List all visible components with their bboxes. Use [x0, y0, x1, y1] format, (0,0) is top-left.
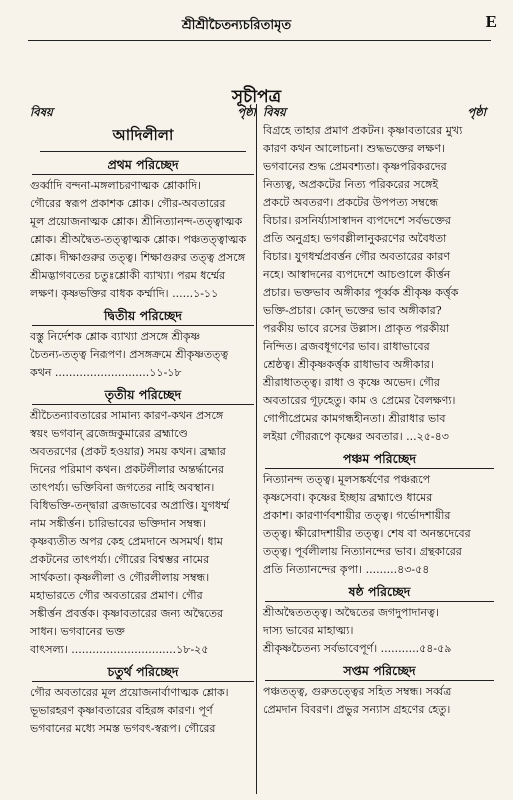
- toc-entry-line: প্রতি অনুগ্রহ। ভগবল্লীলানুকরণের অবৈধতা: [263, 232, 447, 245]
- toc-entry-line: শ্লোক। শ্রীঅদ্বৈত-তত্ত্বাত্মক শ্লোক। পঞ্চতত্ত্বাত্মক: [30, 233, 247, 246]
- toc-entry-line: নিত্যত্ব, অপ্রকটের নিত্য পরিকরের সঙ্গেই: [263, 178, 439, 191]
- toc-entry-line: বিচার। যুগধর্ম্মপ্রবর্ত্তন গৌর অবতারের কারণ: [263, 250, 451, 263]
- toc-entry-line: বস্তু নির্দেশক শ্লোক ব্যাখ্যা প্রসঙ্গে শ্রীকৃষ্ণ: [30, 330, 201, 343]
- toc-entry-line: কথন ...........................১১-১৮: [30, 366, 182, 379]
- toc-title: সূচীপত্র: [231, 87, 282, 107]
- left-chapters: [30, 156, 256, 738]
- toc-entry-line: শ্রীচৈতন্যাবতারের সামান্য কারণ-কথন প্রসঙ্গে: [30, 409, 224, 422]
- toc-entry-line: প্রতি নিত্যানন্দের কৃপা। .........৪৩-৫৪: [263, 563, 430, 576]
- right-chapters: [263, 450, 496, 719]
- toc-entry-line: শ্রেষ্ঠত্ব। শ্রীকৃষ্ণকর্ত্তৃক রাধাভাব অঙ্গীকার।: [263, 358, 434, 371]
- chapter-title: দ্বিতীয় পরিচ্ছেদ: [103, 308, 183, 323]
- page-header: [0, 0, 513, 62]
- part-title: আদিলীলা: [112, 126, 174, 144]
- chapter-title: সপ্তম পরিচ্ছেদ: [343, 663, 416, 678]
- chapter-rule: [32, 404, 254, 405]
- chapter-section: [30, 663, 256, 738]
- toc-entry-line: বিধিভক্তি-তন্দ্বারা ব্রজভাবের অপ্রাপ্তি। যুগধর্ম্ম: [30, 499, 230, 512]
- toc-entry-line: শ্রীমদ্ভাগবতের চতুঃশ্লোকী ব্যাখ্যা। পরম ধর্ম্মের: [30, 269, 226, 282]
- toc-entry-line: তত্ত্ব। ক্ষীরোদশায়ীর তত্ত্ব। শেষ বা অনন্তদেবের: [263, 527, 471, 540]
- toc-entry-line: বিগ্রহে তাহার প্রমাণ প্রকটন। কৃষ্ণাবতারের মুখ্য: [263, 124, 463, 137]
- chapter-title: চতুর্থ পরিচ্ছেদ: [107, 664, 179, 679]
- toc-entry-line: সার্থকতা। কৃষ্ণলীলা ও গৌরলীলায় সম্বন্ধ।: [30, 571, 210, 584]
- toc-entry-line: সাধন। ভগবানের ভক্ত: [30, 625, 125, 638]
- toc-entry-line: প্রেমদান বিবরণ। প্রভুর সন্যাস গ্রহণের হেতু।: [263, 703, 451, 716]
- toc-entry-line: প্রচার। ভক্তভাব অঙ্গীকার পূর্ব্বক শ্রীকৃষ্ণ কর্ত্তৃক: [263, 286, 459, 299]
- toc-entry-line: ভগবানের শুদ্ধ প্রেমবশ্যতা। কৃষ্ণপরিকরদের: [263, 160, 447, 173]
- toc-entry-line: শ্রীকৃষ্ণচৈতন্য সর্বভাবেপূর্ণ। ...........৫৪-৫৯: [263, 642, 452, 655]
- toc-entry-line: অবতারের গূঢ়হেতু। কাম ও প্রেমের বৈলক্ষণ্য।: [263, 394, 456, 407]
- toc-entry-line: শ্লোক। দীক্ষাগুরুর তত্ত্ব। শিক্ষাগুরুর তত্ত্ব প্রসঙ্গে: [30, 251, 246, 264]
- toc-entry-line: ভক্তি-প্রচার। কোন্ ভক্তের ভাব অঙ্গীকার?: [263, 304, 442, 317]
- page-number: E: [485, 12, 497, 31]
- chapter-title: পঞ্চম পরিচ্ছেদ: [342, 451, 417, 466]
- toc-entry-line: নিন্দিত। ব্রজবধূগণের ভাব। রাধাভাবের: [263, 340, 430, 353]
- chapter-title: ষষ্ঠ পরিচ্ছেদ: [348, 584, 411, 599]
- toc-entry-line: লক্ষণ। কৃষ্ণভক্তির বাধক কর্ম্মাদি। ......১-১১: [30, 287, 219, 300]
- toc-entry-line: প্রকটনের তাৎপর্য্য। গৌরের বিশ্বম্ভর নামের: [30, 553, 210, 566]
- toc-entry-line: মূল প্রয়োজনাত্মক শ্লোক। শ্রীনিত্যানন্দ-তত্ত্বাত্মক: [30, 215, 243, 228]
- toc-left-column: [30, 104, 256, 794]
- toc-entry-line: প্রকাশ। কারণার্ণবশায়ীর তত্ত্ব। গর্ভোদশায়ীর: [263, 509, 451, 522]
- column-header-page: পৃষ্ঠা: [467, 104, 486, 119]
- continued-entry: [263, 122, 496, 446]
- chapter-title: প্রথম পরিচ্ছেদ: [107, 157, 179, 172]
- column-header-subject: বিষয়: [263, 104, 286, 119]
- running-title: শ্রীশ্রীচৈতন্যচরিতামৃত: [181, 18, 292, 33]
- column-header-page: পৃষ্ঠা: [237, 104, 256, 119]
- chapter-section: [30, 386, 256, 659]
- toc-entry-line: পরকীয় ভাবে রসের উল্লাস। প্রাকৃত পরকীয়া: [263, 322, 450, 335]
- toc-entry-line: গৌরের স্বরূপ প্রকাশক শ্লোক। গৌর-অবতারের: [30, 197, 226, 210]
- header-rule: [28, 40, 491, 41]
- toc-entry-line: তত্ত্ব। পূর্বলীলায় নিত্যানন্দের ভাব। গ্রন্থকারের: [263, 545, 462, 558]
- toc-entry-line: স্বয়ং ভগবান্ ব্রজেন্দ্রকুমারের ব্রহ্মাণ্ডে: [30, 427, 188, 440]
- toc-entry-line: বাৎসল্য। ..............................১৮-২৫: [30, 643, 209, 656]
- column-header: [30, 104, 256, 122]
- toc-entry-line: কৃষ্ণব্যতীত অপর কেহ প্রেমদানে অসমর্থ। ধাম: [30, 535, 223, 548]
- chapter-section: [30, 307, 256, 382]
- toc-entry-line: বিচার। রসনির্য্যাসাস্বাদন ব্যপদেশে সর্বভক্তের: [263, 214, 451, 227]
- toc-entry-line: গৌর অবতারের মূল প্রয়োজনার্বাণাত্মক শ্লোক।: [30, 686, 229, 699]
- toc-entry-line: নহে। আস্বাদনের ব্যপদেশে আচণ্ডালে কীর্ত্তন: [263, 268, 451, 281]
- toc-right-column: [256, 104, 496, 794]
- toc-entry-line: চৈতন্য-তত্ত্ব নিরূপণ। প্রসঙ্গক্রমে শ্রীকৃষ্ণতত্ত্ব: [30, 348, 229, 361]
- toc-entry-line: ভগবানের মধ্যে সমস্ত ভগবৎ-স্বরূপ। গৌরের: [30, 722, 216, 735]
- chapter-rule: [265, 601, 494, 602]
- chapter-title: তৃতীয় পরিচ্ছেদ: [104, 387, 182, 402]
- toc-entry-line: মহাভারতে গৌর অবতারের প্রমাণ। গৌর: [30, 589, 203, 602]
- toc-entry-line: দাস্য ভাবের মাহাত্ম্য।: [263, 624, 354, 637]
- toc-entry-line: অবতরণের (প্রকট হওয়ার) সময় কথন। ব্রহ্মার: [30, 445, 226, 458]
- chapter-rule: [265, 680, 494, 681]
- chapter-rule: [32, 681, 254, 682]
- column-header: [263, 104, 496, 122]
- chapter-section: [263, 450, 496, 579]
- toc-entry-line: শ্রীঅদ্বৈততত্ত্ব। অদ্বৈতের জগদুপাদানত্ব।: [263, 606, 439, 619]
- toc-entry-line: শ্রীরাধাতত্ত্ব। রাধা ও কৃষ্ণে অভেদ। গৌর: [263, 376, 440, 389]
- toc-entry-line: গুর্ব্বাদি বন্দনা-মঙ্গলাচরণাত্মক শ্লোকাদি।: [30, 179, 202, 192]
- chapter-section: [30, 156, 256, 303]
- toc-entry-line: প্রকটে অবতরণ। প্রকটের উপপত্য সম্বন্ধে: [263, 196, 439, 209]
- toc-entry-line: ভূভারহরণ কৃষ্ণাবতারের বহিরঙ্গ কারণ। পূর্ণ: [30, 704, 213, 717]
- chapter-rule: [32, 174, 254, 175]
- chapter-section: [263, 662, 496, 719]
- toc-entry-line: নাম সঙ্কীর্ত্তন। চারিভাবের ভক্তিদান সম্বন্ধ।: [30, 517, 206, 530]
- toc-entry-line: নিত্যানন্দ তত্ত্ব। মূলসঙ্কর্ষণের পঞ্চরূপে: [263, 473, 431, 486]
- toc-entry-line: কারণ কথন আলোচনা। শুদ্ধভক্তের লক্ষণ।: [263, 142, 445, 155]
- toc-entry-line: গোপীপ্রেমের কামগন্ধহীনতা। শ্রীরাধার ভাব: [263, 412, 446, 425]
- toc-entry-line: লইয়া গৌররূপে কৃষ্ণের অবতার। ...২৫-৪৩: [263, 430, 449, 443]
- toc-entry-line: দিনের পরিমাণ কথন। প্রকটলীলার অন্তর্দ্ধানের: [30, 463, 224, 476]
- part-title-rule: [40, 151, 246, 152]
- toc-entry-line: সঙ্কীর্ত্তন প্রবর্ত্তক। কৃষ্ণাবতারের জন্য অদ্বৈতের: [30, 607, 224, 620]
- toc-entry-line: পঞ্চতত্ত্ব, গুরুতত্ত্বের সহিত সম্বন্ধ। সর্ব্বত্র: [263, 685, 452, 698]
- chapter-rule: [265, 468, 494, 469]
- column-header-subject: বিষয়: [30, 104, 53, 119]
- toc-entry-line: তাৎপর্য্য। ভক্তিবিনা জগতের নাহি অবস্থান।: [30, 481, 215, 494]
- chapter-section: [263, 583, 496, 658]
- toc-entry-line: কৃষ্ণসেবা। কৃষ্ণের ইচ্ছায় ব্রহ্মাণ্ডে ধামের: [263, 491, 433, 504]
- chapter-rule: [32, 325, 254, 326]
